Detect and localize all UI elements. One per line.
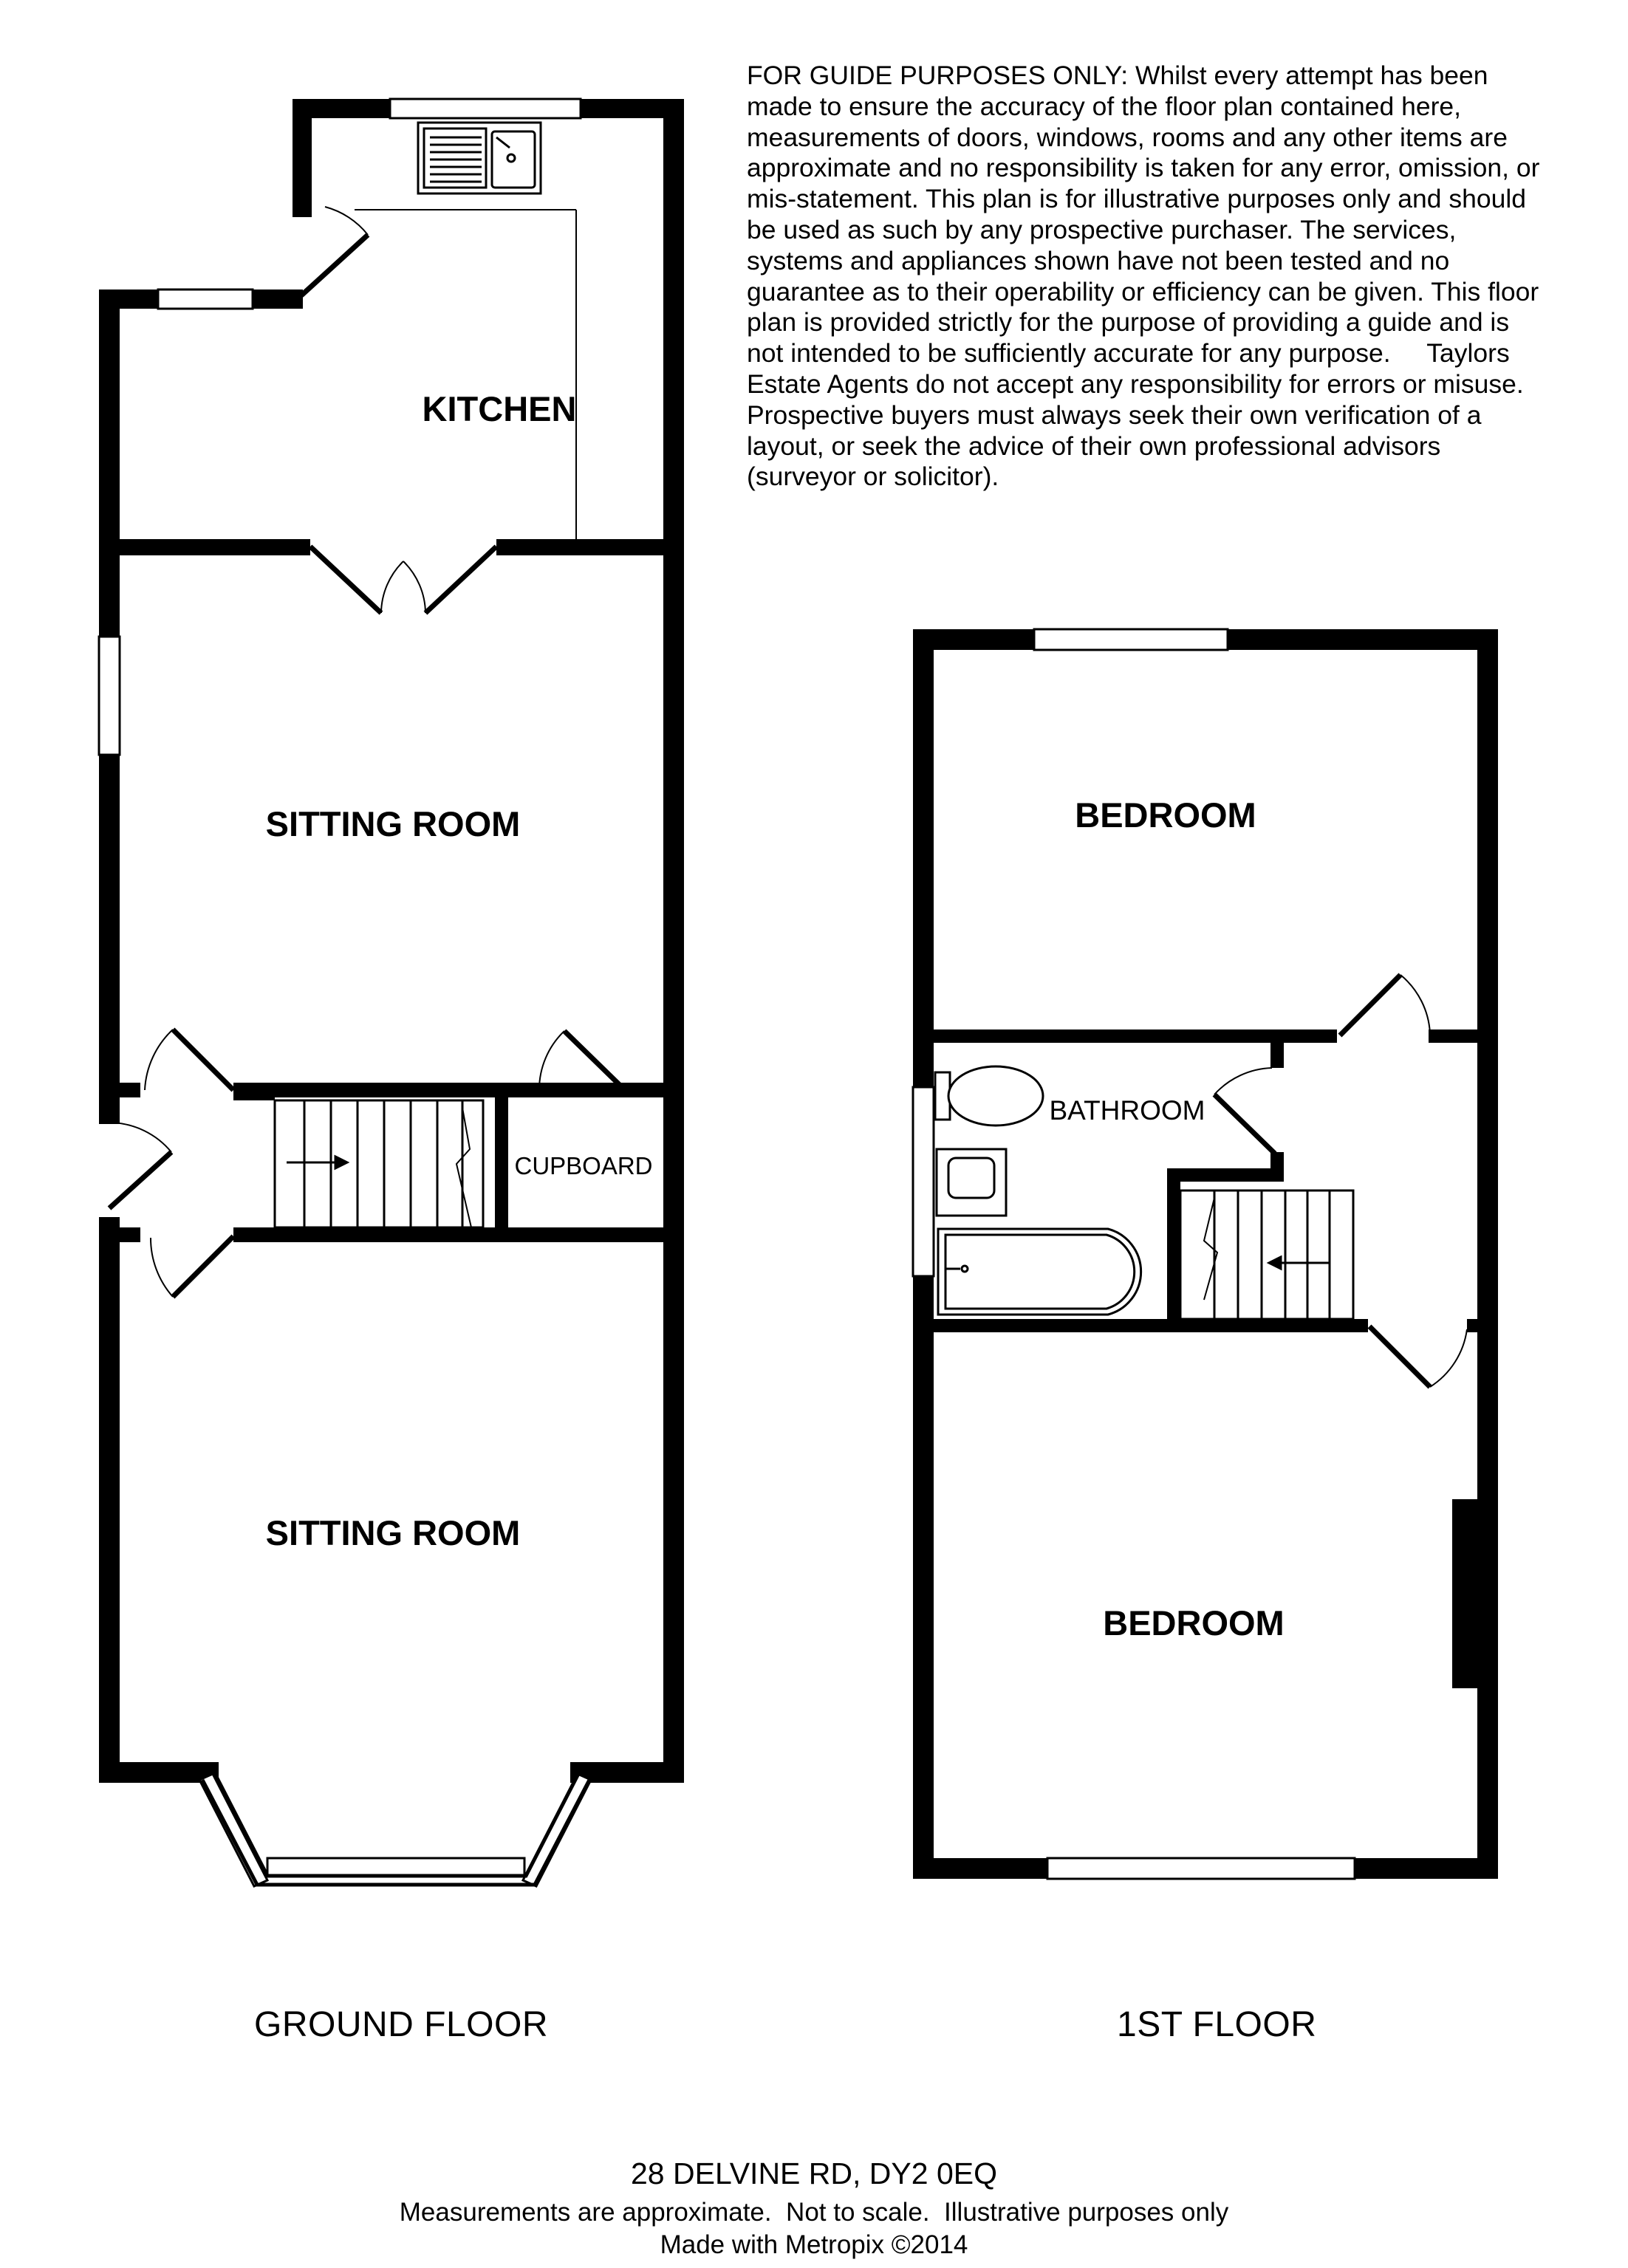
wall: [1270, 1029, 1284, 1068]
ground-floor-stairs: [275, 1100, 483, 1227]
room-label-sitting-room-rear: SITTING ROOM: [265, 804, 521, 843]
bath: [938, 1229, 1141, 1315]
disclaimer-line: mis-statement. This plan is for illustrative purposes only and should: [747, 184, 1526, 214]
wall: [1477, 629, 1498, 1877]
window: [913, 1087, 934, 1276]
wall: [1167, 1168, 1180, 1331]
disclaimer-line: layout, or seek the advice of their own professional advisors: [747, 431, 1441, 461]
first-floor-label: 1ST FLOOR: [1117, 2005, 1317, 2044]
room-label-cupboard: CUPBOARD: [514, 1152, 653, 1179]
basin-bowl: [948, 1158, 994, 1198]
disclaimer-line: Prospective buyers must always seek their own verification of a: [747, 400, 1482, 430]
disclaimer-line: not intended to be sufficiently accurate for any purpose. Taylors: [747, 338, 1510, 369]
wall: [99, 1217, 120, 1775]
wall: [663, 547, 684, 1775]
toilet-bowl: [948, 1066, 1043, 1126]
disclaimer-line: FOR GUIDE PURPOSES ONLY: Whilst every attempt has been: [747, 61, 1488, 90]
wall: [293, 99, 312, 202]
disclaimer-line: be used as such by any prospective purchaser. The services,: [747, 214, 1457, 244]
window: [1047, 1858, 1355, 1879]
wall: [932, 1319, 1368, 1332]
wall: [495, 1083, 508, 1242]
disclaimer-line: made to ensure the accuracy of the floor plan contained here,: [747, 91, 1461, 121]
disclaimer: [747, 61, 1589, 493]
window: [390, 99, 581, 118]
chimney-breast: [1452, 1499, 1483, 1688]
footer-address: 28 DELVINE RD, DY2 0EQ: [631, 2156, 997, 2190]
wall: [1167, 1168, 1284, 1182]
first-floor-stairs: [1180, 1190, 1353, 1319]
window: [158, 290, 253, 309]
window: [99, 637, 120, 755]
wall: [1429, 1029, 1488, 1043]
room-label-sitting-room-front: SITTING ROOM: [265, 1513, 521, 1552]
wall: [251, 290, 303, 309]
ground-floor-windows: [99, 99, 591, 1886]
ground-floor-doors: [109, 207, 625, 1297]
room-label-bathroom: BATHROOM: [1049, 1095, 1205, 1126]
disclaimer-line: systems and appliances shown have not been tested and no: [747, 245, 1450, 275]
footer-credit: Made with Metropix ©2014: [660, 2230, 968, 2259]
wall: [99, 1083, 140, 1097]
wall: [117, 539, 310, 555]
wall: [293, 199, 312, 217]
footer-note: Measurements are approximate. Not to scale. Illustrative purposes only: [399, 2198, 1229, 2227]
wall: [663, 99, 684, 557]
disclaimer-line: plan is provided strictly for the purpose of providing a guide and is: [747, 307, 1510, 338]
wall: [1467, 1319, 1488, 1332]
disclaimer-line: approximate and no responsibility is taken for any error, omission, or: [747, 153, 1540, 183]
room-label-bedroom-front: BEDROOM: [1103, 1603, 1285, 1642]
disclaimer-line: measurements of doors, windows, rooms and any other items are: [747, 122, 1508, 152]
wall: [233, 1227, 684, 1242]
window: [523, 1774, 591, 1886]
disclaimer-line: guarantee as to their operability or efficiency can be given. This floor: [747, 276, 1539, 306]
disclaimer-line: Estate Agents do not accept any responsibility for errors or misuse.: [747, 369, 1524, 399]
room-label-bedroom-rear: BEDROOM: [1075, 795, 1256, 835]
disclaimer-line: (surveyor or solicitor).: [747, 462, 999, 492]
kitchen-worktop: [355, 210, 576, 547]
room-label-kitchen: KITCHEN: [422, 389, 577, 428]
window: [267, 1858, 524, 1876]
ground-floor-label: GROUND FLOOR: [254, 2005, 549, 2044]
window: [1034, 629, 1228, 650]
wall: [496, 539, 684, 555]
kitchen-sink: [418, 123, 541, 193]
wall: [233, 1083, 275, 1100]
